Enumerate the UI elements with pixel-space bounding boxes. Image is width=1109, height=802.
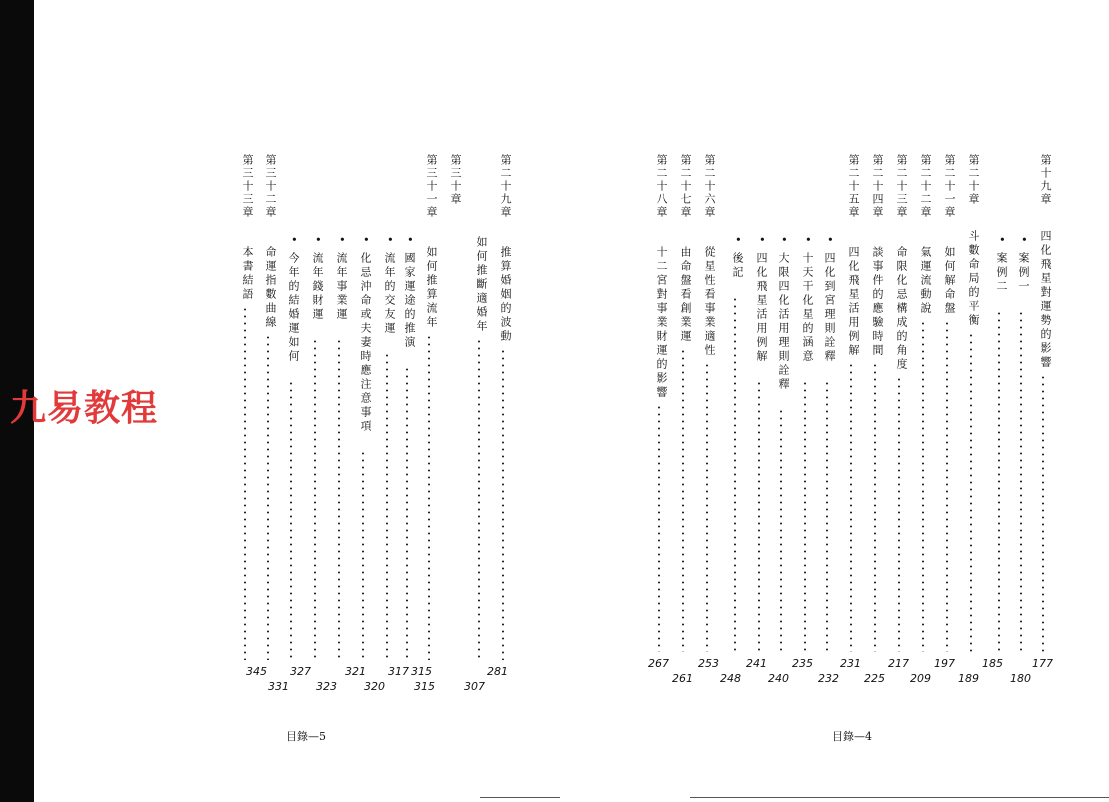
leader-dots (946, 320, 948, 652)
leader-dots (428, 334, 430, 660)
page-number: 225 (864, 672, 885, 685)
entry-title: • 流年錢財運 (311, 236, 324, 322)
entry-title: 如何解命盤 (943, 246, 956, 316)
chapter-label: 第二十五章 (847, 154, 860, 219)
chapter-label: 第二十章 (967, 154, 980, 206)
page-number: 235 (792, 657, 813, 670)
page-number: 231 (840, 657, 861, 670)
chapter-label: 第二十七章 (679, 154, 692, 219)
entry-title: • 今年的結婚運如何 (287, 236, 300, 364)
page-number: 321 (345, 665, 366, 678)
watermark-logo: 九易教程 (10, 388, 159, 429)
toc-entry (846, 154, 860, 652)
leader-dots (780, 408, 782, 652)
leader-dots (314, 338, 316, 660)
toc-entry (654, 154, 668, 652)
chapter-label: 第三十一章 (425, 154, 438, 219)
page-number: 248 (720, 672, 741, 685)
entry-title: 談事件的應驗時間 (871, 246, 884, 358)
entry-title: 命限化忌構成的角度 (895, 246, 908, 372)
page-number: 315 (414, 680, 435, 693)
entry-title: 十二宮對事業財運的影響 (655, 246, 668, 400)
chapter-label: 第二十二章 (919, 154, 932, 219)
entry-title: • 流年事業運 (335, 236, 348, 322)
toc-entry (286, 154, 300, 660)
toc-entry (918, 154, 932, 652)
entry-title: 推算婚姻的波動 (499, 246, 512, 344)
toc-entry (263, 154, 277, 660)
page-number: 253 (698, 657, 719, 670)
toc-entry (678, 154, 692, 652)
page-number: 197 (934, 657, 955, 670)
chapter-label: 第十九章 (1039, 154, 1052, 206)
page-number: 209 (910, 672, 931, 685)
page-footer: 目錄—4 (832, 730, 872, 743)
chapter-label: 第三十章 (449, 154, 462, 206)
entry-title: • 化忌沖命或夫妻時應注意事項 (359, 236, 372, 434)
leader-dots (970, 332, 972, 652)
chapter-label: 第二十八章 (655, 154, 668, 219)
page-number: 185 (982, 657, 1003, 670)
page-number: 331 (268, 680, 289, 693)
leader-dots (478, 338, 480, 660)
leader-dots (734, 296, 736, 652)
leader-dots (998, 310, 1000, 652)
entry-title: 從星性看事業適性 (703, 246, 716, 358)
leader-dots (290, 380, 292, 660)
page-number: 241 (746, 657, 767, 670)
leader-dots (502, 348, 504, 660)
toc-entry (822, 154, 836, 652)
toc-entry (240, 154, 254, 660)
right-page (560, 0, 1109, 802)
leader-dots (898, 376, 900, 652)
entry-title: 由命盤看創業運 (679, 246, 692, 344)
page-number: 317 (388, 665, 409, 678)
page-number: 307 (464, 680, 485, 693)
chapter-label: 第二十四章 (871, 154, 884, 219)
entry-title: 本書結語 (241, 246, 254, 302)
entry-title: 氣運流動說 (919, 246, 932, 316)
entry-title: 命運指數曲線 (264, 246, 277, 330)
chapter-label: 第二十三章 (895, 154, 908, 219)
entry-title: 斗數命局的平衡 (967, 230, 980, 328)
toc-entry (1016, 154, 1030, 652)
entry-title: 如何推算流年 (425, 246, 438, 330)
page-number: 320 (364, 680, 385, 693)
leader-dots (874, 362, 876, 652)
leader-dots (658, 404, 660, 652)
toc-entry (966, 154, 980, 652)
entry-title: • 案例一 (1017, 236, 1030, 294)
chapter-label: 第三十二章 (264, 154, 277, 219)
toc-entry (498, 154, 512, 660)
toc-entry (894, 154, 908, 652)
page-number: 345 (246, 665, 267, 678)
left-page (40, 0, 560, 802)
toc-entry (870, 154, 884, 652)
leader-dots (338, 338, 340, 660)
leader-dots (362, 450, 364, 660)
page-number: 232 (818, 672, 839, 685)
leader-dots (922, 320, 924, 652)
page-number: 180 (1010, 672, 1031, 685)
toc-entry (800, 154, 814, 652)
toc-entry (776, 154, 790, 652)
leader-dots (758, 380, 760, 652)
leader-dots (682, 348, 684, 652)
page-number: 261 (672, 672, 693, 685)
toc-entry (334, 154, 348, 660)
entry-title: 四化飛星對運勢的影響 (1039, 230, 1052, 370)
chapter-label: 第二十九章 (499, 154, 512, 219)
leader-dots (804, 380, 806, 652)
toc-entry (994, 154, 1008, 652)
leader-dots (826, 380, 828, 652)
page-number: 327 (290, 665, 311, 678)
toc-entry (474, 154, 488, 660)
page-number: 177 (1032, 657, 1053, 670)
entry-title: • 四化飛星活用例解 (755, 236, 768, 364)
leader-dots (406, 366, 408, 660)
entry-title: • 十天干化星的涵意 (801, 236, 814, 364)
toc-entry (448, 154, 462, 660)
page-number: 217 (888, 657, 909, 670)
leader-dots (244, 306, 246, 660)
toc-entry (702, 154, 716, 652)
leader-dots (1042, 374, 1044, 652)
entry-title: 四化飛星活用例解 (847, 246, 860, 358)
toc-entry (358, 154, 372, 660)
toc-entry (424, 154, 438, 660)
toc-entry (730, 154, 744, 652)
page-number: 315 (411, 665, 432, 678)
entry-title: • 流年的交友運 (383, 236, 396, 336)
entry-title: • 大限四化活用理則詮釋 (777, 236, 790, 392)
page-number: 323 (316, 680, 337, 693)
chapter-label: 第三十三章 (241, 154, 254, 219)
entry-title: 如何推斷適婚年 (475, 236, 488, 334)
leader-dots (1020, 310, 1022, 652)
leader-dots (706, 362, 708, 652)
chapter-label: 第二十一章 (943, 154, 956, 219)
toc-entry (402, 154, 416, 660)
entry-title: • 案例二 (995, 236, 1008, 294)
page-number: 267 (648, 657, 669, 670)
page-number: 240 (768, 672, 789, 685)
toc-entry (754, 154, 768, 652)
page-number: 281 (487, 665, 508, 678)
entry-title: • 後記 (731, 236, 744, 280)
leader-dots (386, 352, 388, 660)
bottom-rule (690, 797, 1109, 798)
toc-entry (1038, 154, 1052, 652)
leader-dots (850, 362, 852, 652)
page-number: 189 (958, 672, 979, 685)
toc-entry (382, 154, 396, 660)
entry-title: • 四化到宮理則詮釋 (823, 236, 836, 364)
leader-dots (267, 334, 269, 660)
chapter-label: 第二十六章 (703, 154, 716, 219)
toc-entry (942, 154, 956, 652)
page-footer: 目錄—5 (286, 730, 326, 743)
bottom-rule (480, 797, 560, 798)
toc-entry (310, 154, 324, 660)
entry-title: • 國家運途的推演 (403, 236, 416, 350)
